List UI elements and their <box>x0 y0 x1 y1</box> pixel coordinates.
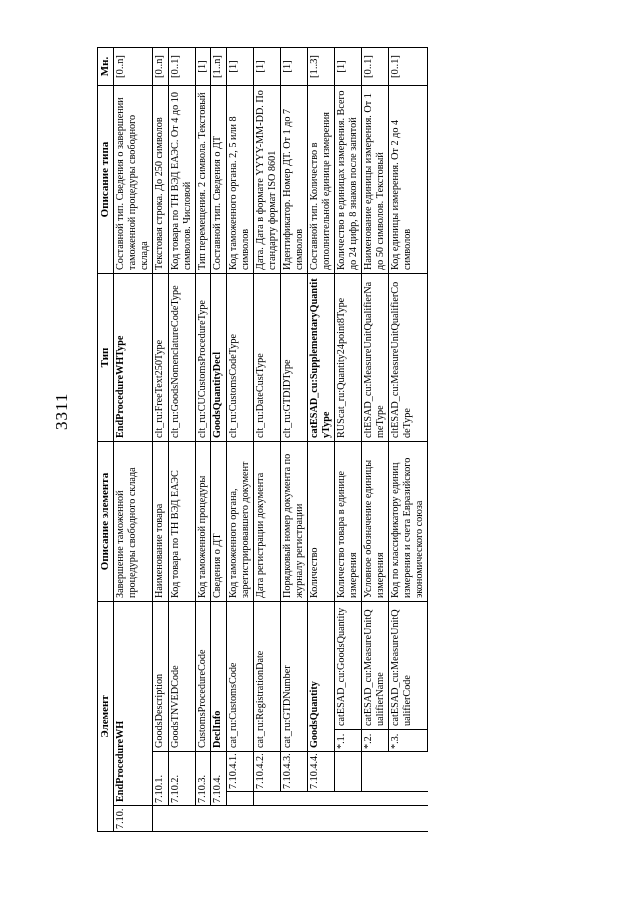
indent-cell <box>334 806 361 832</box>
indent-cell <box>226 792 253 806</box>
type-description: Количество в единицах измерения. Всего до 24 цифр, 8 знаков после запятой <box>334 86 361 274</box>
indent-cell <box>168 806 195 832</box>
multiplicity: [1] <box>226 48 253 86</box>
element-name: EndProcedureWH <box>113 602 152 806</box>
table-row <box>307 48 334 832</box>
multiplicity: [1] <box>334 48 361 86</box>
element-name: cat_ru:RegistrationDate <box>253 602 280 752</box>
row-number: 7.10.4.2. <box>253 752 280 792</box>
element-name: cat_ru:CustomsCode <box>226 602 253 752</box>
element-type: GoodsQuantityDecl <box>211 274 227 442</box>
element-name: GoodsDescription <box>153 602 169 752</box>
element-name: catESAD_cu:GoodsQuantity <box>334 602 361 730</box>
multiplicity: [1..n] <box>211 48 227 86</box>
table-row <box>226 48 253 832</box>
indent-cell <box>253 806 280 832</box>
table-row <box>361 48 388 832</box>
row-number: 7.10.4.4. <box>307 752 334 792</box>
element-type: cltESAD_cu:MeasureUnitQualifierNameType <box>361 274 388 442</box>
element-name: catESAD_cu:MeasureUnitQualifierName <box>361 602 388 730</box>
element-name: DeclInfo <box>211 602 227 752</box>
table-header-row <box>98 48 114 832</box>
multiplicity: [1..3] <box>307 48 334 86</box>
table-row <box>211 48 227 832</box>
multiplicity: [1] <box>195 48 211 86</box>
type-description: Код таможенного органа. 2, 5 или 8 символов <box>226 86 253 274</box>
indent-cell <box>361 752 388 792</box>
indent-cell <box>195 806 211 832</box>
type-description: Код единицы измерения. От 2 до 4 символов <box>389 86 428 274</box>
type-description: Составной тип. Сведения о завершении таможенной процедуры свободного склада <box>113 86 152 274</box>
row-number: 7.10. <box>113 806 152 832</box>
page-number: 3311 <box>52 392 71 430</box>
multiplicity: [1] <box>253 48 280 86</box>
element-name: GoodsQuantity <box>307 602 334 752</box>
element-type: cltESAD_cu:MeasureUnitQualifierCodeType <box>389 274 428 442</box>
header-description: Описание элемента <box>98 442 114 602</box>
table-row <box>280 48 307 832</box>
element-type: clt_ru:GoodsNomenclatureCodeType <box>168 274 195 442</box>
row-number: *.2. <box>361 730 388 752</box>
indent-cell <box>226 806 253 832</box>
element-type: clt_ru:DateCustType <box>253 274 280 442</box>
indent-cell <box>361 792 388 806</box>
element-type: EndProcedureWHType <box>113 274 152 442</box>
row-number: 7.10.4.1. <box>226 752 253 792</box>
type-description: Составной тип. Количество в дополнительной единице измерения <box>307 86 334 274</box>
element-name: GoodsTNVEDCode <box>168 602 195 752</box>
multiplicity: [0..1] <box>361 48 388 86</box>
table-row <box>153 48 169 832</box>
indent-cell <box>253 792 280 806</box>
row-number: 7.10.4.3. <box>280 752 307 792</box>
element-description-table <box>97 47 428 832</box>
row-number: 7.10.4. <box>211 752 227 806</box>
table-row <box>334 48 361 832</box>
indent-cell <box>280 806 307 832</box>
multiplicity: [0..1] <box>389 48 428 86</box>
element-name: cat_ru:GTDNumber <box>280 602 307 752</box>
table-row <box>253 48 280 832</box>
element-type: catESAD_cu:SupplementaryQuantityType <box>307 274 334 442</box>
element-description: Условное обозначение единицы измерения <box>361 442 388 602</box>
indent-cell <box>334 752 361 792</box>
element-description: Код товара по ТН ВЭД ЕАЭС <box>168 442 195 602</box>
multiplicity: [1] <box>280 48 307 86</box>
header-type-description: Описание типа <box>98 86 114 274</box>
indent-cell <box>211 806 227 832</box>
header-type: Тип <box>98 274 114 442</box>
element-name: CustomsProcedureCode <box>195 602 211 752</box>
element-description: Код таможенной процедуры <box>195 442 211 602</box>
type-description: Дата. Дата в формате YYYY-MM-DD. По стандарту формат ISO 8601 <box>253 86 280 274</box>
element-description: Наименование товара <box>153 442 169 602</box>
element-description: Сведения о ДТ <box>211 442 227 602</box>
indent-cell <box>334 792 361 806</box>
row-number: *.1. <box>334 730 361 752</box>
indent-cell <box>307 806 334 832</box>
type-description: Наименование единицы измерения. От 1 до 50 символов. Текстовый <box>361 86 388 274</box>
table-row <box>389 48 428 832</box>
multiplicity: [0..n] <box>153 48 169 86</box>
element-type: clt_ru:CUCustomsProcedureType <box>195 274 211 442</box>
type-description: Идентификатор. Номер ДТ. От 1 до 7 символов <box>280 86 307 274</box>
indent-cell <box>307 792 334 806</box>
element-type: clt_ru:FreeText250Type <box>153 274 169 442</box>
indent-cell <box>389 806 428 832</box>
type-description: Тип перемещения. 2 символа. Текстовый <box>195 86 211 274</box>
multiplicity: [0..n] <box>113 48 152 86</box>
row-number: *.3. <box>389 730 428 752</box>
element-description: Количество <box>307 442 334 602</box>
indent-cell <box>389 792 428 806</box>
document-table-container <box>97 48 623 832</box>
element-description: Код по классификатору единиц измерения и счета Евразийского экономического союза <box>389 442 428 602</box>
element-description: Порядковый номер документа по журналу регистрации <box>280 442 307 602</box>
table-row <box>113 48 152 832</box>
indent-cell <box>280 792 307 806</box>
element-description: Код таможенного органа, зарегистрировавшего документ <box>226 442 253 602</box>
element-description: Дата регистрации документа <box>253 442 280 602</box>
indent-cell <box>389 752 428 792</box>
element-description: Завершение таможенной процедуры свободного склада <box>113 442 152 602</box>
element-name: catESAD_cu:MeasureUnitQualifierCode <box>389 602 428 730</box>
type-description: Код товара по ТН ВЭД ЕАЭС. От 4 до 10 символов. Числовой <box>168 86 195 274</box>
type-description: Текстовая строка. До 250 символов <box>153 86 169 274</box>
element-type: RUScat_ru:Quantity24point8Type <box>334 274 361 442</box>
header-element: Элемент <box>98 602 114 832</box>
type-description: Составной тип. Сведения о ДТ <box>211 86 227 274</box>
multiplicity: [0..1] <box>168 48 195 86</box>
row-number: 7.10.1. <box>153 752 169 806</box>
row-number: 7.10.3. <box>195 752 211 806</box>
element-description: Количество товара в единице измерения <box>334 442 361 602</box>
header-multiplicity: Мн. <box>98 48 114 86</box>
table-row <box>195 48 211 832</box>
table-row <box>168 48 195 832</box>
element-type: clt_ru:CustomsCodeType <box>226 274 253 442</box>
indent-cell <box>361 806 388 832</box>
indent-cell <box>153 806 169 832</box>
row-number: 7.10.2. <box>168 752 195 806</box>
element-type: clt_ru:GTDIDType <box>280 274 307 442</box>
